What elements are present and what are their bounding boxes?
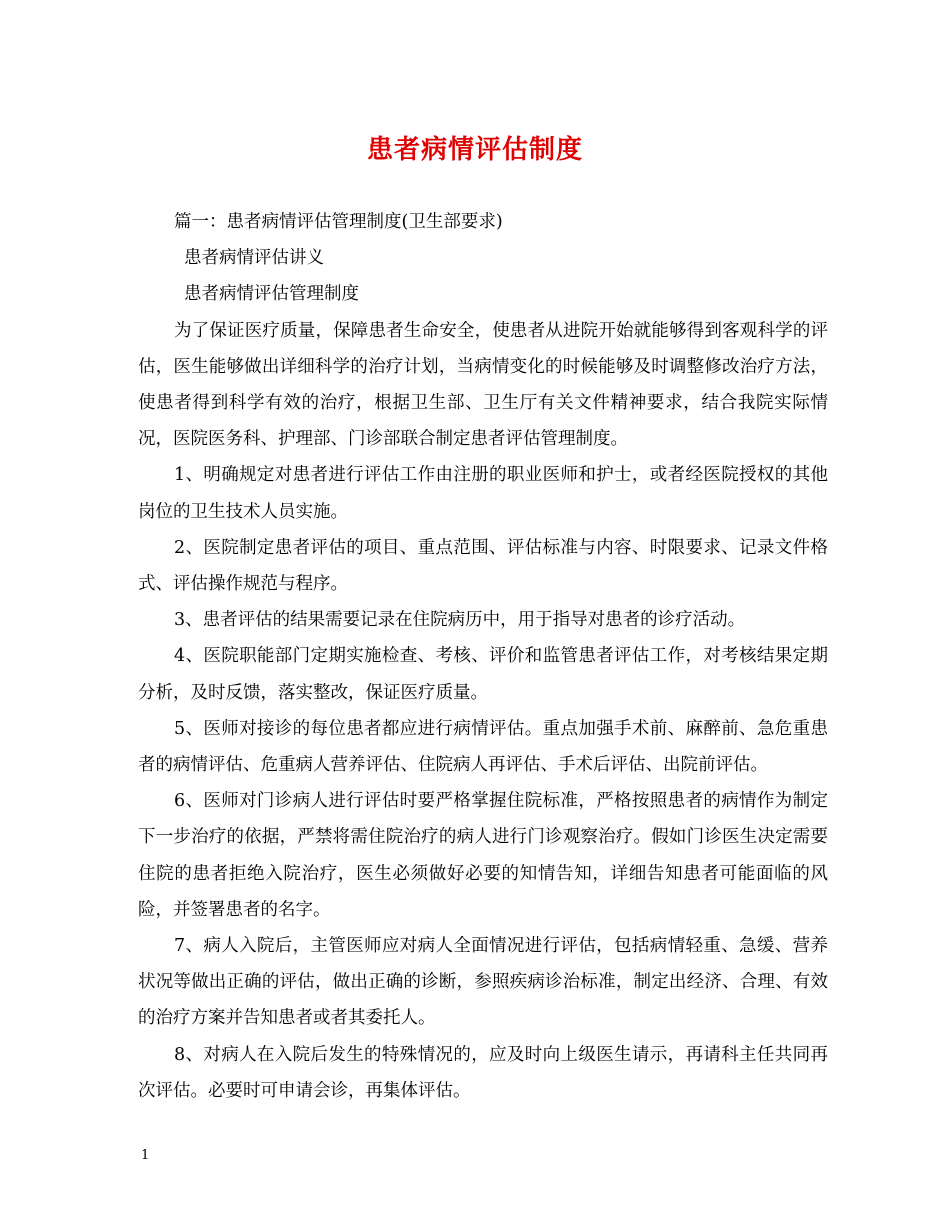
item-paragraph-4: 4、医院职能部门定期实施检查、考核、评价和监管患者评估工作，对考核结果定期分析，及时反馈，落实整改，保证医疗质量。 [138, 646, 828, 703]
item-paragraph-8: 8、对病人在入院后发生的特殊情况的，应及时向上级医生请示，再请科主任共同再次评估。必要时可申请会诊，再集体评估。 [138, 1044, 828, 1101]
section-heading: 篇一：患者病情评估管理制度(卫生部要求) [174, 212, 503, 232]
item-paragraph-2: 2、医院制定患者评估的项目、重点范围、评估标准与内容、时限要求、记录文件格式、评估操作规范与程序。 [138, 537, 828, 595]
item-paragraph-3: 3、患者评估的结果需要记录在住院病历中，用于指导对患者的诊疗活动。 [174, 610, 746, 631]
intro-paragraph: 为了保证医疗质量，保障患者生命安全，使患者从进院开始就能够得到客观科学的评估，医生能够做出详细科学的治疗计划，当病情变化的时候能够及时调整修改治疗方法，使患者得到科学有效的治疗，根据卫生部、卫生厅有关文件精神要求，结合我院实际情况，医院医务科、护理部、门诊部联合制定患者评估管理制度。 [138, 320, 828, 450]
page-number: 1 [141, 1148, 150, 1163]
lecture-heading: 患者病情评估讲义 [184, 248, 324, 269]
item-paragraph-6: 6、医师对门诊病人进行评估时要严格掌握住院标准，严格按照患者的病情作为制定下一步治疗的依据，严禁将需住院治疗的病人进行门诊观察治疗。假如门诊医生决定需要住院的患者拒绝入院治疗，医生必须做好必要的知情告知，详细告知患者可能面临的风险，并签署患者的名字。 [138, 791, 828, 920]
system-heading: 患者病情评估管理制度 [184, 284, 359, 305]
item-paragraph-7: 7、病人入院后，主管医师应对病人全面情况进行评估，包括病情轻重、急缓、营养状况等做出正确的评估，做出正确的诊断，参照疾病诊治标准，制定出经济、合理、有效的治疗方案并告知患者或者其委托人。 [138, 936, 828, 1029]
document-body [138, 204, 828, 1109]
item-paragraph-5: 5、医师对接诊的每位患者都应进行病情评估。重点加强手术前、麻醉前、急危重患者的病情评估、危重病人营养评估、住院病人再评估、手术后评估、出院前评估。 [138, 718, 828, 776]
item-paragraph-1: 1、明确规定对患者进行评估工作由注册的职业医师和护士，或者经医院授权的其他岗位的卫生技术人员实施。 [138, 465, 828, 522]
document-title: 患者病情评估制度 [366, 135, 583, 165]
